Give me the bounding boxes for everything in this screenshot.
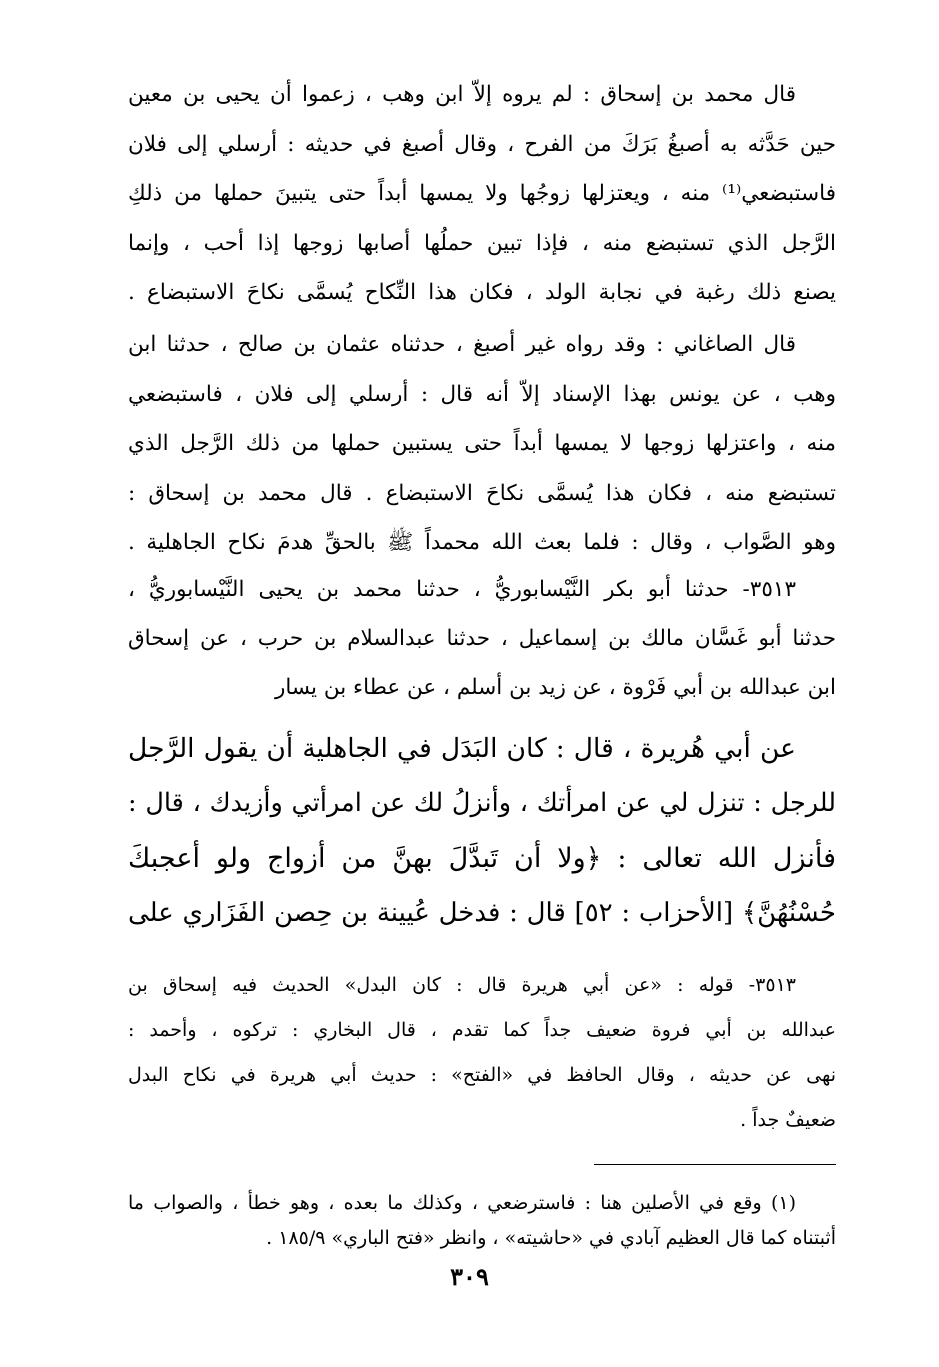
text-line: أثبتناه كما قال العظيم آبادي في «حاشيته» ، وانظر «فتح الباري» ١٨٥/٩ .: [266, 1227, 836, 1249]
commentary: [128, 963, 836, 1143]
footnote: [128, 1186, 836, 1256]
text-line: وهو الصَّواب ، وقال : فلما بعث الله محمداً ﷺ بالحقِّ هدمَ نكاح الجاهلية .: [128, 530, 836, 555]
text-line: حين حَدَّثه به أصبغُ بَرَكَ من الفرح ، وقال أصبغ في حديثه : أرسلي إلى فلان: [128, 131, 836, 157]
text-line: حُسْنُهُنَّ﴾ [الأحزاب : ٥٢] قال : فدخل عُيينة بن حِصن الفَزَاري على: [128, 898, 836, 928]
text-line: (١) وقع في الأصلين هنا : فاسترضعي ، وكذلك ما بعده ، وهو خطأ ، والصواب ما: [128, 1192, 796, 1214]
hadith-matn: [128, 721, 836, 941]
text-line: ٣٥١٣- حدثنا أبو بكر النَّيْسابوريُّ ، حدثنا محمد بن يحيى النَّيْسابوريُّ ،: [128, 577, 796, 602]
text-line: وهب ، عن يونس بهذا الإسناد إلاّ أنه قال : أرسلي إلى فلان ، فاستبضعي: [128, 381, 836, 407]
paragraph-2: [128, 320, 836, 568]
text-line: تستبضع منه ، فكان هذا يُسمَّى نكاحَ الاستبضاع . قال محمد بن إسحاق :: [128, 480, 836, 506]
text-line: عبدالله بن أبي فروة ضعيف جداً كما تقدم ، قال البخاري : تركوه ، وأحمد :: [128, 1019, 836, 1041]
text-line: قال الصاغاني : وقد رواه غير أصبغ ، حدثناه عثمان بن صالح ، حدثنا ابن: [128, 332, 796, 357]
text-line: الرَّجل الذي تستبضع منه ، فإذا تبين حملُها أصابها زوجها إذا أحب ، وإنما: [128, 230, 836, 256]
text-line: يصنع ذلك رغبة في نجابة الولد ، فكان هذا النِّكاح يُسمَّى نكاحَ الاستبضاع .: [128, 280, 836, 305]
text-line: عن أبي هُريرة ، قال : كان البَدَل في الجاهلية أن يقول الرَّجل: [128, 733, 796, 764]
paragraph-1: [128, 70, 836, 318]
text-line: ابن عبدالله بن أبي فَرْوة ، عن زيد بن أسلم ، عن عطاء بن يسار: [274, 675, 836, 700]
text-line: ٣٥١٣- قوله : «عن أبي هريرة قال : كان البدل» الحديث فيه إسحاق بن: [128, 974, 796, 996]
text-line: نهى عن حديثه ، وقال الحافظ في «الفتح» : حديث أبي هريرة في نكاح البدل: [128, 1064, 836, 1086]
footnote-divider: [594, 1164, 836, 1165]
text-line: ضعيفٌ جداً .: [740, 1109, 836, 1131]
text-line: حدثنا أبو غَسَّان مالك بن إسماعيل ، حدثنا عبدالسلام بن حرب ، عن إسحاق: [128, 626, 836, 651]
text-line: قال محمد بن إسحاق : لم يروه إلاّ ابن وهب ، زعموا أن يحيى بن معين: [128, 82, 796, 107]
text-line: منه ، واعتزلها زوجها لا يمسها أبداً حتى يستبين حملها من ذلك الرَّجل الذي: [128, 431, 836, 456]
hadith-isnad: [128, 565, 836, 712]
text-line: فأنزل الله تعالى : ﴿ولا أن تَبدَّلَ بهنَّ من أزواج ولو أعجبكَ: [128, 843, 836, 874]
page-number: ٣٠٩: [450, 1262, 489, 1291]
text-line: للرجل : تنزل لي عن امرأتك ، وأنزلُ لك عن امرأتي وأزيدك ، قال :: [128, 788, 836, 818]
text-line: فاستبضعي⁽¹⁾ منه ، ويعتزلها زوجُها ولا يمسها أبداً حتى يتبينَ حملها من ذلكِ: [128, 181, 836, 206]
